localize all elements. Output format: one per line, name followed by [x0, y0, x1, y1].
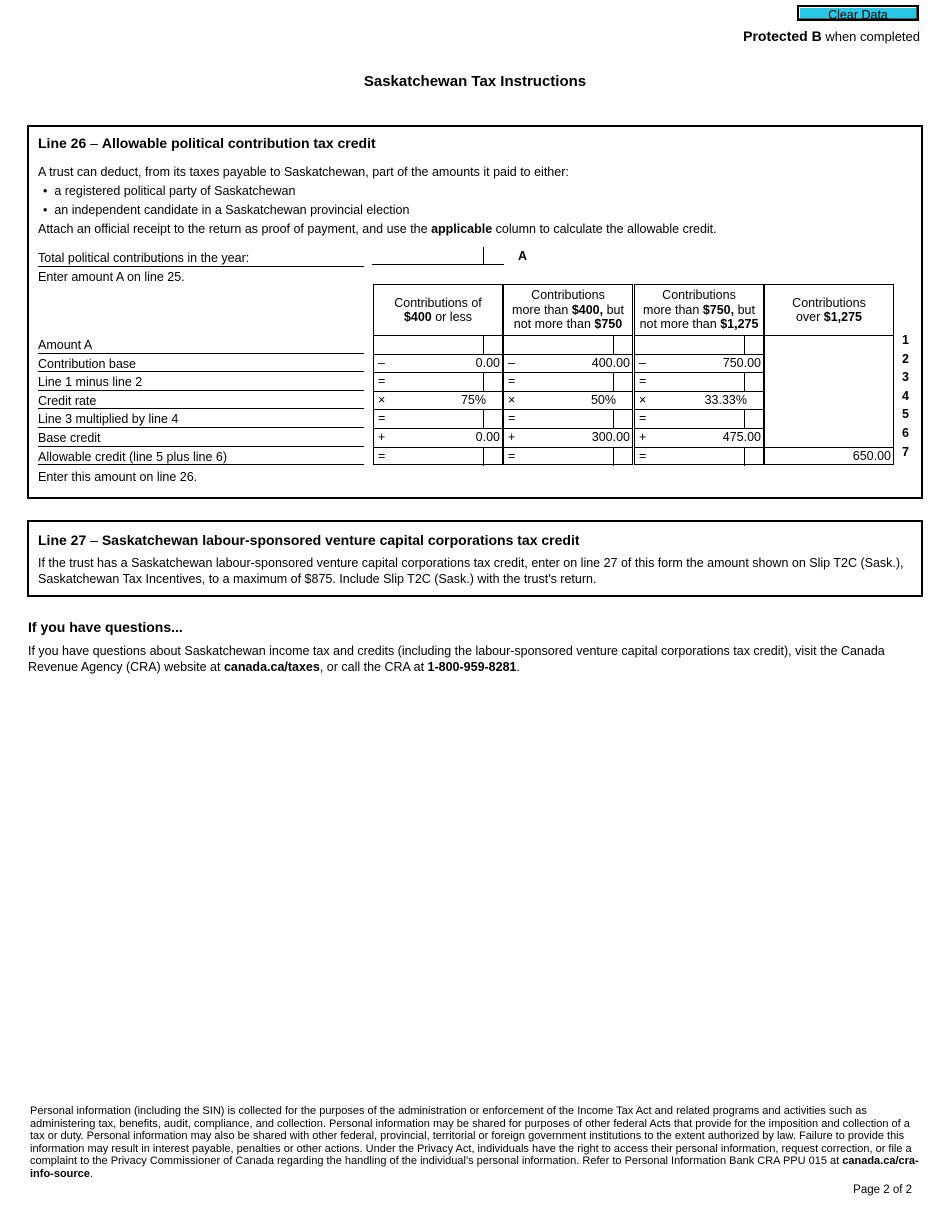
row-7-col-1 [373, 447, 503, 466]
row-7-col-3-operator: = [639, 448, 647, 463]
column-header-4-line-2 [765, 310, 893, 325]
attach-post: column to calculate the allowable credit. [492, 222, 717, 236]
total-contributions-input[interactable] [372, 247, 484, 265]
row-number-6: 6 [902, 426, 909, 440]
row-3-col-1-cents-divider [483, 373, 484, 392]
questions-mid: , or call the CRA at [319, 660, 428, 674]
column-header-4-line-2-bold: $1,275 [823, 310, 863, 324]
row-number-7: 7 [902, 444, 909, 459]
row-5-col-1-input[interactable] [390, 410, 484, 428]
row-label-6: Base credit [38, 428, 364, 447]
row-1-col-1-input[interactable] [390, 336, 484, 354]
column-header-3-line-2 [635, 303, 763, 318]
row-label-1: Amount A [38, 335, 364, 354]
column-header-3-line-3-pre: not more than [639, 317, 721, 332]
protected-b-notice [743, 28, 920, 44]
column-header-2-line-1-pre: Contributions [531, 288, 605, 303]
line26-title-text: Allowable political contribution tax credit [101, 135, 376, 151]
row-label-2: Contribution base [38, 354, 364, 373]
line26-section [27, 125, 923, 499]
column-header-4-line-1-pre: Contributions [792, 295, 866, 310]
privacy-text: Personal information (including the SIN) is collected for the purposes of the administration or enforcement of the Income Tax Act and related programs and activities such as administering tax, benefits, audit, compliance, and collection. Personal information may be shared for purposes of other federal Acts that provide for the imposition and collection of a tax or duty. Personal information may also be shared with other federal, provincial, territorial or foreign government institutions to the extent authorized by law. Failure to provide this information may result in interest payable, penalties or other actions. Under the Privacy Act, individuals have the right to access their personal information, request correction, or file a complaint to the Privacy Commissioner of Canada regarding the handling of the individual's personal information. Refer to Personal Information Bank CRA PPU 015 at [30, 1105, 912, 1168]
row-2-col-3 [634, 354, 764, 373]
questions-post: . [516, 660, 520, 674]
total-code-a: A [518, 249, 528, 263]
protected-b-label: Protected B [743, 28, 822, 44]
enter-26-note: Enter this amount on line 26. [38, 470, 198, 484]
row-number-2: 2 [902, 351, 909, 366]
row-5-col-1 [373, 409, 503, 428]
column-header-3-line-1 [635, 288, 763, 303]
row-7-col-1-input[interactable] [390, 448, 484, 466]
line26-title-dash: – [86, 135, 102, 151]
row-label-4: Credit rate [38, 391, 364, 410]
row-3-col-3 [634, 372, 764, 391]
line27-title-dash: – [86, 532, 102, 548]
row-3-col-1-operator: = [378, 374, 386, 389]
questions-body [28, 643, 918, 675]
privacy-end: . [89, 1167, 93, 1180]
row-1-col-2-cents-divider [613, 336, 614, 355]
line26-bullet-2-text: an independent candidate in a Saskatchewan provincial election [54, 203, 410, 217]
column-4-allowable-credit-value: 650.00 [852, 448, 891, 463]
row-5-col-1-operator: = [378, 411, 386, 426]
row-3-col-2-cents-divider [613, 373, 614, 392]
row-2-col-2-operator: – [508, 355, 515, 370]
row-3-col-2-operator: = [508, 374, 516, 389]
row-7-col-3-cents-divider [744, 448, 745, 467]
column-header-3-line-3-bold: $1,275 [720, 317, 759, 332]
row-7-col-3 [634, 447, 764, 466]
line26-attach [38, 221, 717, 237]
row-number-4: 4 [902, 388, 909, 403]
row-6-col-2 [503, 428, 633, 447]
row-6-col-2-value: 300.00 [591, 430, 630, 444]
row-3-col-2 [503, 372, 633, 391]
enter-a-note: Enter amount A on line 25. [38, 270, 185, 284]
column-header-1-line-1 [374, 296, 502, 311]
attach-pre: Attach an official receipt to the return as proof of payment, and use the [38, 222, 432, 236]
row-3-col-3-cents-divider [744, 373, 745, 392]
line27-title-line: Line 27 [38, 532, 87, 548]
column-4-allowable-credit [764, 447, 894, 466]
column-header-3-line-3 [635, 317, 763, 332]
column-header-2-line-2-bold: $400, [571, 302, 604, 317]
total-contributions-cents [484, 247, 504, 265]
column-header-2-line-2 [504, 303, 632, 318]
line26-intro: A trust can deduct, from its taxes payable to Saskatchewan, part of the amounts it paid to either: [38, 165, 569, 179]
row-7-col-2 [503, 447, 633, 466]
column-header-3-line-1-pre: Contributions [662, 288, 736, 303]
row-7-col-2-cents-divider [613, 448, 614, 467]
row-3-col-3-input[interactable] [651, 373, 745, 391]
column-header-4-line-1 [765, 296, 893, 311]
column-header-3-line-2-post: but [734, 302, 755, 317]
row-3-col-1 [373, 372, 503, 391]
column-header-2-line-3-pre: not more than [513, 317, 595, 332]
privacy-link[interactable]: canada.ca/cra-info-source [30, 1155, 919, 1180]
row-6-col-1-value: 0.00 [475, 430, 500, 444]
column-header-2-line-3-bold: $750 [594, 317, 623, 332]
row-6-col-2-operator: + [508, 430, 516, 444]
line26-bullet-2: • an independent candidate in a Saskatchewan provincial election [43, 203, 410, 217]
row-4-col-2-value: 50% [590, 392, 616, 407]
total-contributions-label: Total political contributions in the year: [38, 250, 364, 267]
line27-title-text: Saskatchewan labour-sponsored venture capital corporations tax credit [101, 532, 580, 548]
row-1-col-3-cents-divider [744, 336, 745, 355]
row-6-col-3-operator: + [639, 430, 647, 444]
row-7-col-2-input[interactable] [520, 448, 614, 466]
row-1-col-3 [634, 335, 764, 354]
protected-b-suffix: when completed [821, 29, 920, 44]
clear-data-button[interactable]: Clear Data [797, 5, 919, 21]
line26-title-line: Line 26 [38, 135, 87, 151]
row-4-col-3-operator: × [639, 392, 647, 407]
row-5-col-3 [634, 409, 764, 428]
column-header-3-line-2-bold: $750, [702, 302, 735, 317]
line27-body: If the trust has a Saskatchewan labour-sponsored venture capital corporations tax credit, enter on line 27 of this form the amount shown on Slip T2C (Sask.), Saskatchewan Tax Incentives, to a maximum of $875. Include Slip T2C (Sask.) with the trust's return. [38, 556, 904, 586]
row-7-col-1-operator: = [378, 448, 386, 463]
column-header-2-line-2-post: but [603, 302, 624, 317]
questions-pre: If you have questions about Saskatchewan income tax and credits (including the labour-sponsored venture capital corporations tax credit), visit the Canada Revenue Agency (CRA) website at [28, 644, 885, 674]
row-2-col-2-value: 400.00 [591, 355, 630, 370]
questions-title: If you have questions... [28, 619, 183, 635]
attach-bold: applicable [431, 222, 493, 236]
row-5-col-2-operator: = [508, 411, 516, 426]
row-1-col-2-input[interactable] [520, 336, 614, 354]
line26-bullet-1: • a registered political party of Saskatchewan [43, 184, 296, 198]
row-label-5: Line 3 multiplied by line 4 [38, 409, 364, 428]
row-3-col-2-input[interactable] [520, 373, 614, 391]
column-header-1-line-1-pre: Contributions of [394, 295, 482, 310]
line27-title [38, 532, 580, 548]
column-header-2-line-2-pre: more than [512, 302, 572, 317]
column-header-1-line-2-post: or less [431, 310, 473, 324]
row-6-col-1-operator: + [378, 430, 386, 444]
row-3-col-3-operator: = [639, 374, 647, 389]
column-header-4-line-2-pre: over [795, 310, 824, 324]
row-label-7: Allowable credit (line 5 plus line 6) [38, 447, 364, 466]
row-5-col-3-operator: = [639, 411, 647, 426]
row-number-5: 5 [902, 407, 909, 422]
row-2-col-3-operator: – [639, 355, 646, 370]
column-header-1-line-2 [374, 310, 502, 325]
row-7-col-2-operator: = [508, 448, 516, 463]
row-4-col-1 [373, 391, 503, 410]
column-header-2-line-3 [504, 317, 632, 332]
column-header-1-line-2-bold: $400 [403, 310, 432, 324]
row-1-col-2 [503, 335, 633, 354]
row-3-col-1-input[interactable] [390, 373, 484, 391]
privacy-notice [30, 1105, 920, 1181]
row-7-col-1-cents-divider [483, 448, 484, 467]
row-4-col-3-value: 33.33% [704, 392, 747, 407]
page-number: Page 2 of 2 [853, 1184, 912, 1196]
row-4-col-2-operator: × [508, 392, 516, 407]
row-2-col-2 [503, 354, 633, 373]
row-2-col-1-value: 0.00 [475, 355, 500, 370]
row-4-col-2 [503, 391, 633, 410]
row-4-col-1-operator: × [378, 392, 386, 407]
row-1-col-3-input[interactable] [651, 336, 745, 354]
row-number-3: 3 [902, 370, 909, 385]
line26-bullet-1-text: a registered political party of Saskatchewan [54, 184, 296, 198]
row-2-col-3-value: 750.00 [722, 355, 761, 370]
row-number-1: 1 [902, 333, 909, 347]
row-1-col-1 [373, 335, 503, 354]
page-title: Saskatchewan Tax Instructions [363, 73, 587, 90]
column-header-2-line-1 [504, 288, 632, 303]
line27-section [27, 520, 923, 597]
row-6-col-3 [634, 428, 764, 447]
row-5-col-2-input[interactable] [520, 410, 614, 428]
row-5-col-3-input[interactable] [651, 410, 745, 428]
row-5-col-3-cents-divider [744, 410, 745, 429]
column-header-2 [503, 284, 633, 335]
column-header-1 [373, 284, 503, 335]
row-1-col-1-cents-divider [483, 336, 484, 355]
row-4-col-3 [634, 391, 764, 410]
row-label-3: Line 1 minus line 2 [38, 372, 364, 391]
row-2-col-1-operator: – [378, 355, 385, 370]
column-header-4 [764, 284, 894, 335]
row-2-col-1 [373, 354, 503, 373]
line26-title [38, 135, 376, 151]
questions-phone: 1-800-959-8281 [427, 660, 517, 674]
row-7-col-3-input[interactable] [651, 448, 745, 466]
row-4-col-1-value: 75% [460, 392, 486, 407]
column-header-3 [634, 284, 764, 335]
row-6-col-1 [373, 428, 503, 447]
column-header-3-line-2-pre: more than [643, 302, 703, 317]
row-5-col-2 [503, 409, 633, 428]
row-6-col-3-value: 475.00 [722, 430, 761, 444]
row-5-col-1-cents-divider [483, 410, 484, 429]
questions-link[interactable]: canada.ca/taxes [223, 660, 320, 674]
column-4-body [764, 335, 894, 447]
row-5-col-2-cents-divider [613, 410, 614, 429]
